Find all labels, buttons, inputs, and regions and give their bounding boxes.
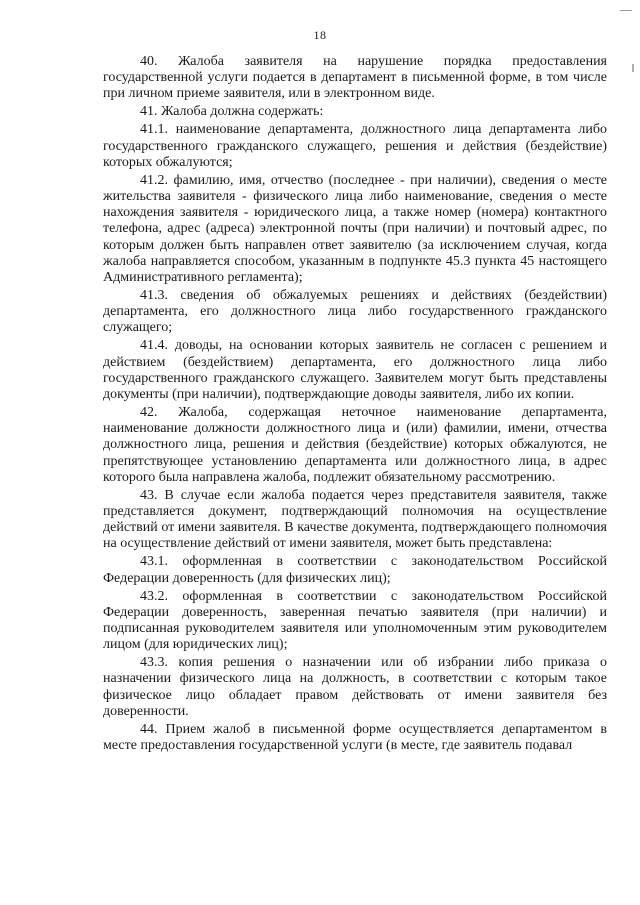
paragraph-42: 42. Жалоба, содержащая неточное наименование департамента, наименование должности должностного лица и (или) фамилии, имени, отчества должностного лица, решения и действия (бездействие) которых обжалуются, не препятствующее установлению департамента или должностного лица, в адрес которого была направлена жалоба, подлежит обязательному рассмотрению. <box>103 405 607 485</box>
scan-corner-mark <box>620 10 632 11</box>
scan-edge-mark <box>632 64 634 72</box>
paragraph-40: 40. Жалоба заявителя на нарушение порядка предоставления государственной услуги подается в департамент в письменной форме, в том числе при личном приеме заявителя, или в электронном виде. <box>103 54 607 102</box>
paragraph-41-2: 41.2. фамилию, имя, отчество (последнее - при наличии), сведения о месте жительства заявителя - физического лица либо наименование, сведения о месте нахождения заявителя - юридического лица, а также номер (номера) контактного телефона, адрес (адреса) электронной почты (при наличии) и почтовый адрес, по которым должен быть направлен ответ заявителю (за исключением случая, когда жалоба направляется способом, указанным в подпункте 45.3 пункта 45 настоящего Административного регламента); <box>103 172 607 286</box>
paragraph-44: 44. Прием жалоб в письменной форме осуществляется департаментом в месте предоставления государственной услуги (в месте, где заявитель подавал <box>103 721 607 754</box>
paragraph-41: 41. Жалоба должна содержать: <box>140 104 324 120</box>
paragraph-43: 43. В случае если жалоба подается через представителя заявителя, также представляется документ, подтверждающий полномочия на осуществление действий от имени заявителя. В качестве документа, подтверждающего полномочия на осуществление действий от имени заявителя, может быть представлена: <box>103 487 607 552</box>
document-body <box>103 54 607 754</box>
paragraph-43-2: 43.2. оформленная в соответствии с законодательством Российской Федерации доверенность, заверенная печатью заявителя (при наличии) и подписанная руководителем заявителя или уполномоченным этим руководителем лицом (для юридических лиц); <box>103 588 607 653</box>
paragraph-43-3: 43.3. копия решения о назначении или об избрании либо приказа о назначении физического лица на должность, в соответствии с которым такое физическое лицо обладает правом действовать от имени заявителя без доверенности. <box>103 655 607 719</box>
paragraph-41-3: 41.3. сведения об обжалуемых решениях и действиях (бездействии) департамента, его должностного лица либо государственного гражданского служащего; <box>103 288 607 336</box>
page-number: 18 <box>313 28 327 42</box>
paragraph-41-1: 41.1. наименование департамента, должностного лица департамента либо государственного гражданского служащего, решения и действия (бездействие) которых обжалуются; <box>103 122 607 170</box>
paragraph-43-1: 43.1. оформленная в соответствии с законодательством Российской Федерации доверенность (для физических лиц); <box>103 554 607 586</box>
paragraph-41-4: 41.4. доводы, на основании которых заявитель не согласен с решением и действием (бездействием) департамента, его должностного лица либо государственного гражданского служащего. Заявителем могут быть представлены документы (при наличии), подтверждающие доводы заявителя, либо их копии. <box>103 338 607 403</box>
